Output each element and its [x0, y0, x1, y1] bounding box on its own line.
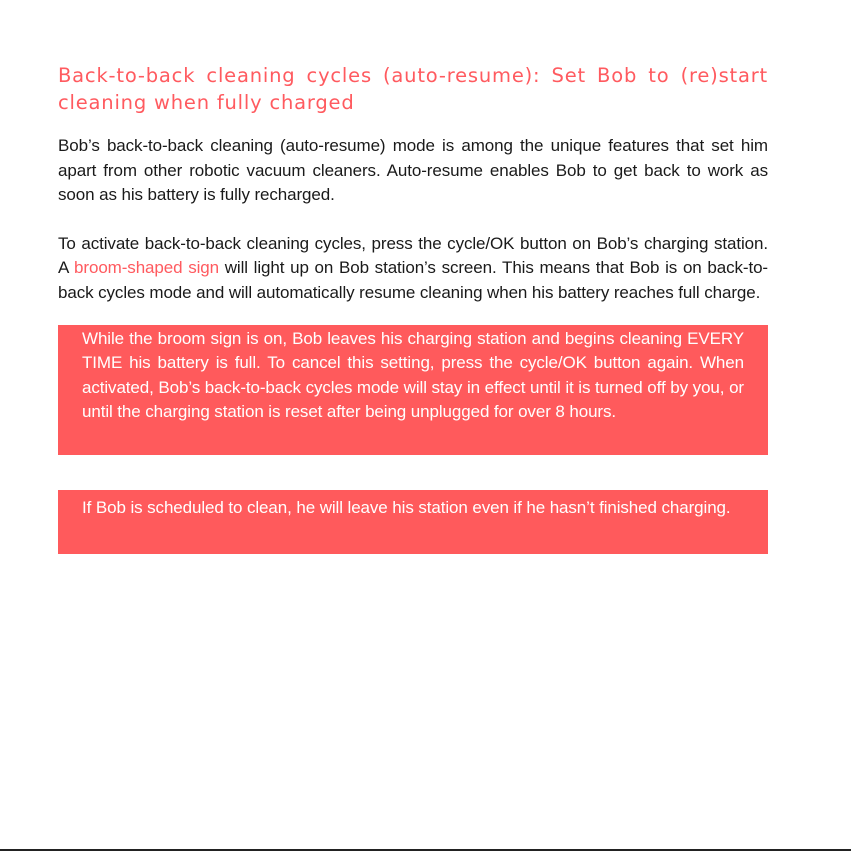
broom-sign-note-box: While the broom sign is on, Bob leaves his charging station and begins cleaning EVERY TIME his battery is full. To cancel this setting, press the cycle/OK button again. When activated, Bob’s back-to-back cycles mode will stay in effect until it is turned off by you, or until the charging station is reset after being unplugged for over 8 hours. — [58, 325, 768, 455]
activation-text-before: To activate back-to-back cleaning cycles, press the cycle/OK button on Bob’s charging station. A — [58, 233, 768, 277]
intro-paragraph: Bob’s back-to-back cleaning (auto-resume) mode is among the unique features that set him apart from other robotic vacuum cleaners. Auto-resume enables Bob to get back to work as soon as his battery is fully recharged. — [58, 136, 768, 204]
document-page — [58, 62, 768, 554]
section-heading: Back-to-back cleaning cycles (auto-resume): Set Bob to (re)start cleaning when fully charged — [58, 64, 768, 114]
schedule-note-box: If Bob is scheduled to clean, he will leave his station even if he hasn’t finished charging. — [58, 490, 768, 554]
broom-sign-highlight: broom-shaped sign — [74, 258, 219, 277]
activation-text-after: will light up on Bob station’s screen. This means that Bob is on back-to-back cycles mode and will automatically resume cleaning when his battery reaches full charge. — [58, 258, 768, 302]
activation-paragraph — [58, 232, 768, 306]
